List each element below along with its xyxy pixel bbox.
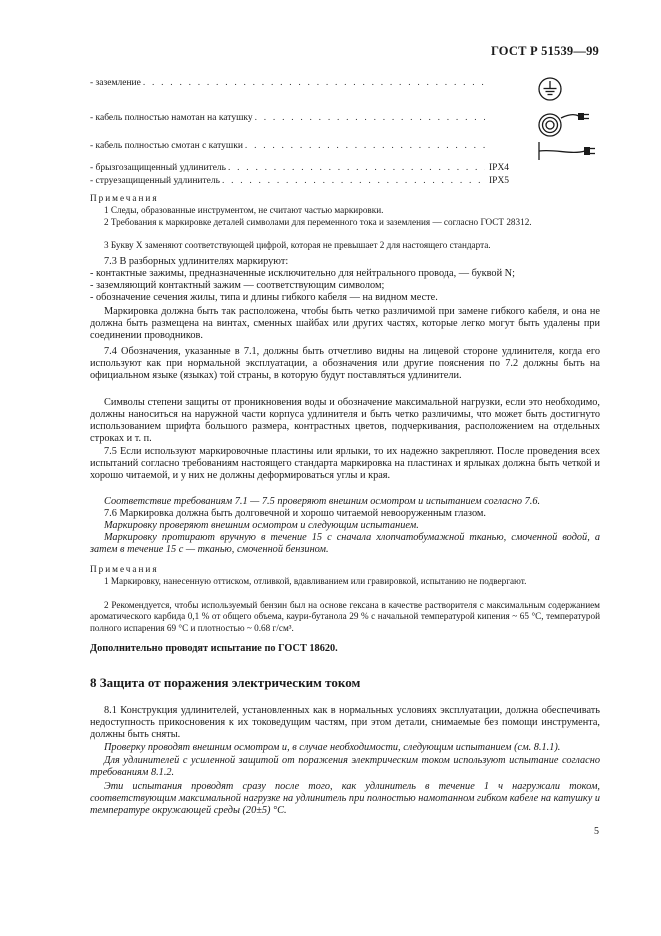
- notes-title: Примечания: [90, 193, 159, 203]
- paragraph-check: Маркировку проверяют внешним осмотром и следующим испытанием.: [104, 520, 419, 531]
- note-item: 2 Требования к маркировке деталей символами для переменного тока и заземления — согласно ГОСТ 28312.: [104, 217, 532, 227]
- uncoiled-cable-plug-icon: [537, 139, 599, 163]
- symbol-row-ipx4: - брызгозащищенный удлинитель . . . IPX4: [90, 163, 545, 173]
- document-header: ГОСТ Р 51539—99: [490, 44, 599, 58]
- symbol-row-ground: - заземление . . .: [90, 78, 545, 88]
- symbol-row-ipx5: - струезащищенный удлинитель . . . IPX5: [90, 176, 545, 186]
- paragraph-tests: Эти испытания проводят сразу после того, как удлинитель в течение 1 ч нагружали током, соответствующим максимальной нагрузке на удлинитель при полностью намотанном гибком кабеле на катушку и температуре окружающей среды (20±5) °С.: [90, 781, 600, 817]
- paragraph-conformity: Соответствие требованиям 7.1 — 7.5 проверяют внешним осмотром и испытанием согласно 7.6.: [104, 496, 541, 507]
- paragraph-inspection: Проверку проводят внешним осмотром и, в случае необходимости, следующим испытанием (см. 8.1.1).: [104, 742, 561, 753]
- notes-title: Примечания: [90, 564, 159, 574]
- paragraph-wipe: Маркировку протирают вручную в течение 15 с сначала хлопчатобумажной тканью, смоченной водой, а затем в течение 15 с — тканью, смоченной бензином.: [90, 532, 600, 556]
- list-item: - заземляющий контактный зажим — соответствующим символом;: [90, 280, 385, 291]
- ground-icon: [537, 76, 563, 102]
- list-item: - контактные зажимы, предназначенные исключительно для нейтрального провода, — буквой N;: [90, 268, 515, 279]
- paragraph-8-1: 8.1 Конструкция удлинителей, установленных как в нормальных условиях эксплуатации, должна обеспечивать недоступность прикосновения к их токоведущим частям, при этом детали, снимаемые без помощи инструмента, должны быть сняты.: [90, 705, 600, 741]
- paragraph-enhanced: Для удлинителей с усиленной защитой от поражения электрическим током используют испытание согласно требованиям 8.1.2.: [90, 755, 600, 779]
- list-item: - обозначение сечения жилы, типа и длины гибкого кабеля — на видном месте.: [90, 292, 438, 303]
- note-item: 3 Букву Х заменяют соответствующей цифрой, которая не превышает 2 для настоящего стандарта.: [104, 240, 491, 250]
- page-number: 5: [594, 826, 599, 837]
- extra-test-line: Дополнительно проводят испытание по ГОСТ 18620.: [90, 643, 338, 654]
- section-heading: 8 Защита от поражения электрическим током: [90, 675, 361, 690]
- paragraph-marking: Маркировка должна быть так расположена, чтобы быть четко различимой при замене гибкого кабеля, и она не должна быть размещена на винтах, сменных шайбах или других частях, которые легко могут быть удалены при соединении проводников.: [90, 306, 600, 342]
- note-item: 2 Рекомендуется, чтобы используемый бензин был на основе гексана в качестве растворителя с максимальным содержанием ароматического карбида 0,1 % от общего объема, каури-бутанола 29 % с начальной температурой кипения ~ 65 °С, температурой полного испарения 69 °С и плотностью ~ 0.68 г/см³.: [90, 600, 600, 633]
- paragraph-7-5: 7.5 Если используют маркировочные пластины или ярлыки, то их надежно закрепляют. После проведения всех испытаний согласно требованиям настоящего стандарта маркировка на пластинах и ярлыках должна быть четкой и хорошо читаемой, и у них не должны деформироваться углы и края.: [90, 446, 600, 482]
- note-item: 1 Следы, образованные инструментом, не считают частью маркировки.: [104, 205, 384, 215]
- coiled-cable-icon: [537, 110, 593, 140]
- content-column: [90, 0, 600, 936]
- paragraph-symbols: Символы степени защиты от проникновения воды и обозначение максимальной нагрузки, если это необходимо, должны наноситься на наружной части корпуса удлинителя и быть четко различимы, что может быть достигнуто использованием шрифта большого размера, контрастных цветов, подчеркивания, расположением на отдельных строках и т. п.: [90, 397, 600, 445]
- paragraph-7-3: 7.3 В разборных удлинителях маркируют:: [104, 256, 289, 267]
- paragraph-7-6: 7.6 Маркировка должна быть долговечной и хорошо читаемой невооруженным глазом.: [104, 508, 486, 519]
- note-item: 1 Маркировку, нанесенную оттиском, отливкой, вдавливанием или гравировкой, испытанию не подвергают.: [104, 576, 527, 586]
- symbol-row-uncoiled: - кабель полностью смотан с катушки . . .: [90, 141, 545, 151]
- symbol-row-coiled: - кабель полностью намотан на катушку . . .: [90, 113, 545, 123]
- paragraph-7-4: 7.4 Обозначения, указанные в 7.1, должны быть отчетливо видны на лицевой стороне удлинителя, когда его используют как при нормальной эксплуатации, а обозначения или другие пояснения по 7.2 должны быть на официальном языке (языках) той страны, в которую будут поставляться удлинители.: [90, 346, 600, 382]
